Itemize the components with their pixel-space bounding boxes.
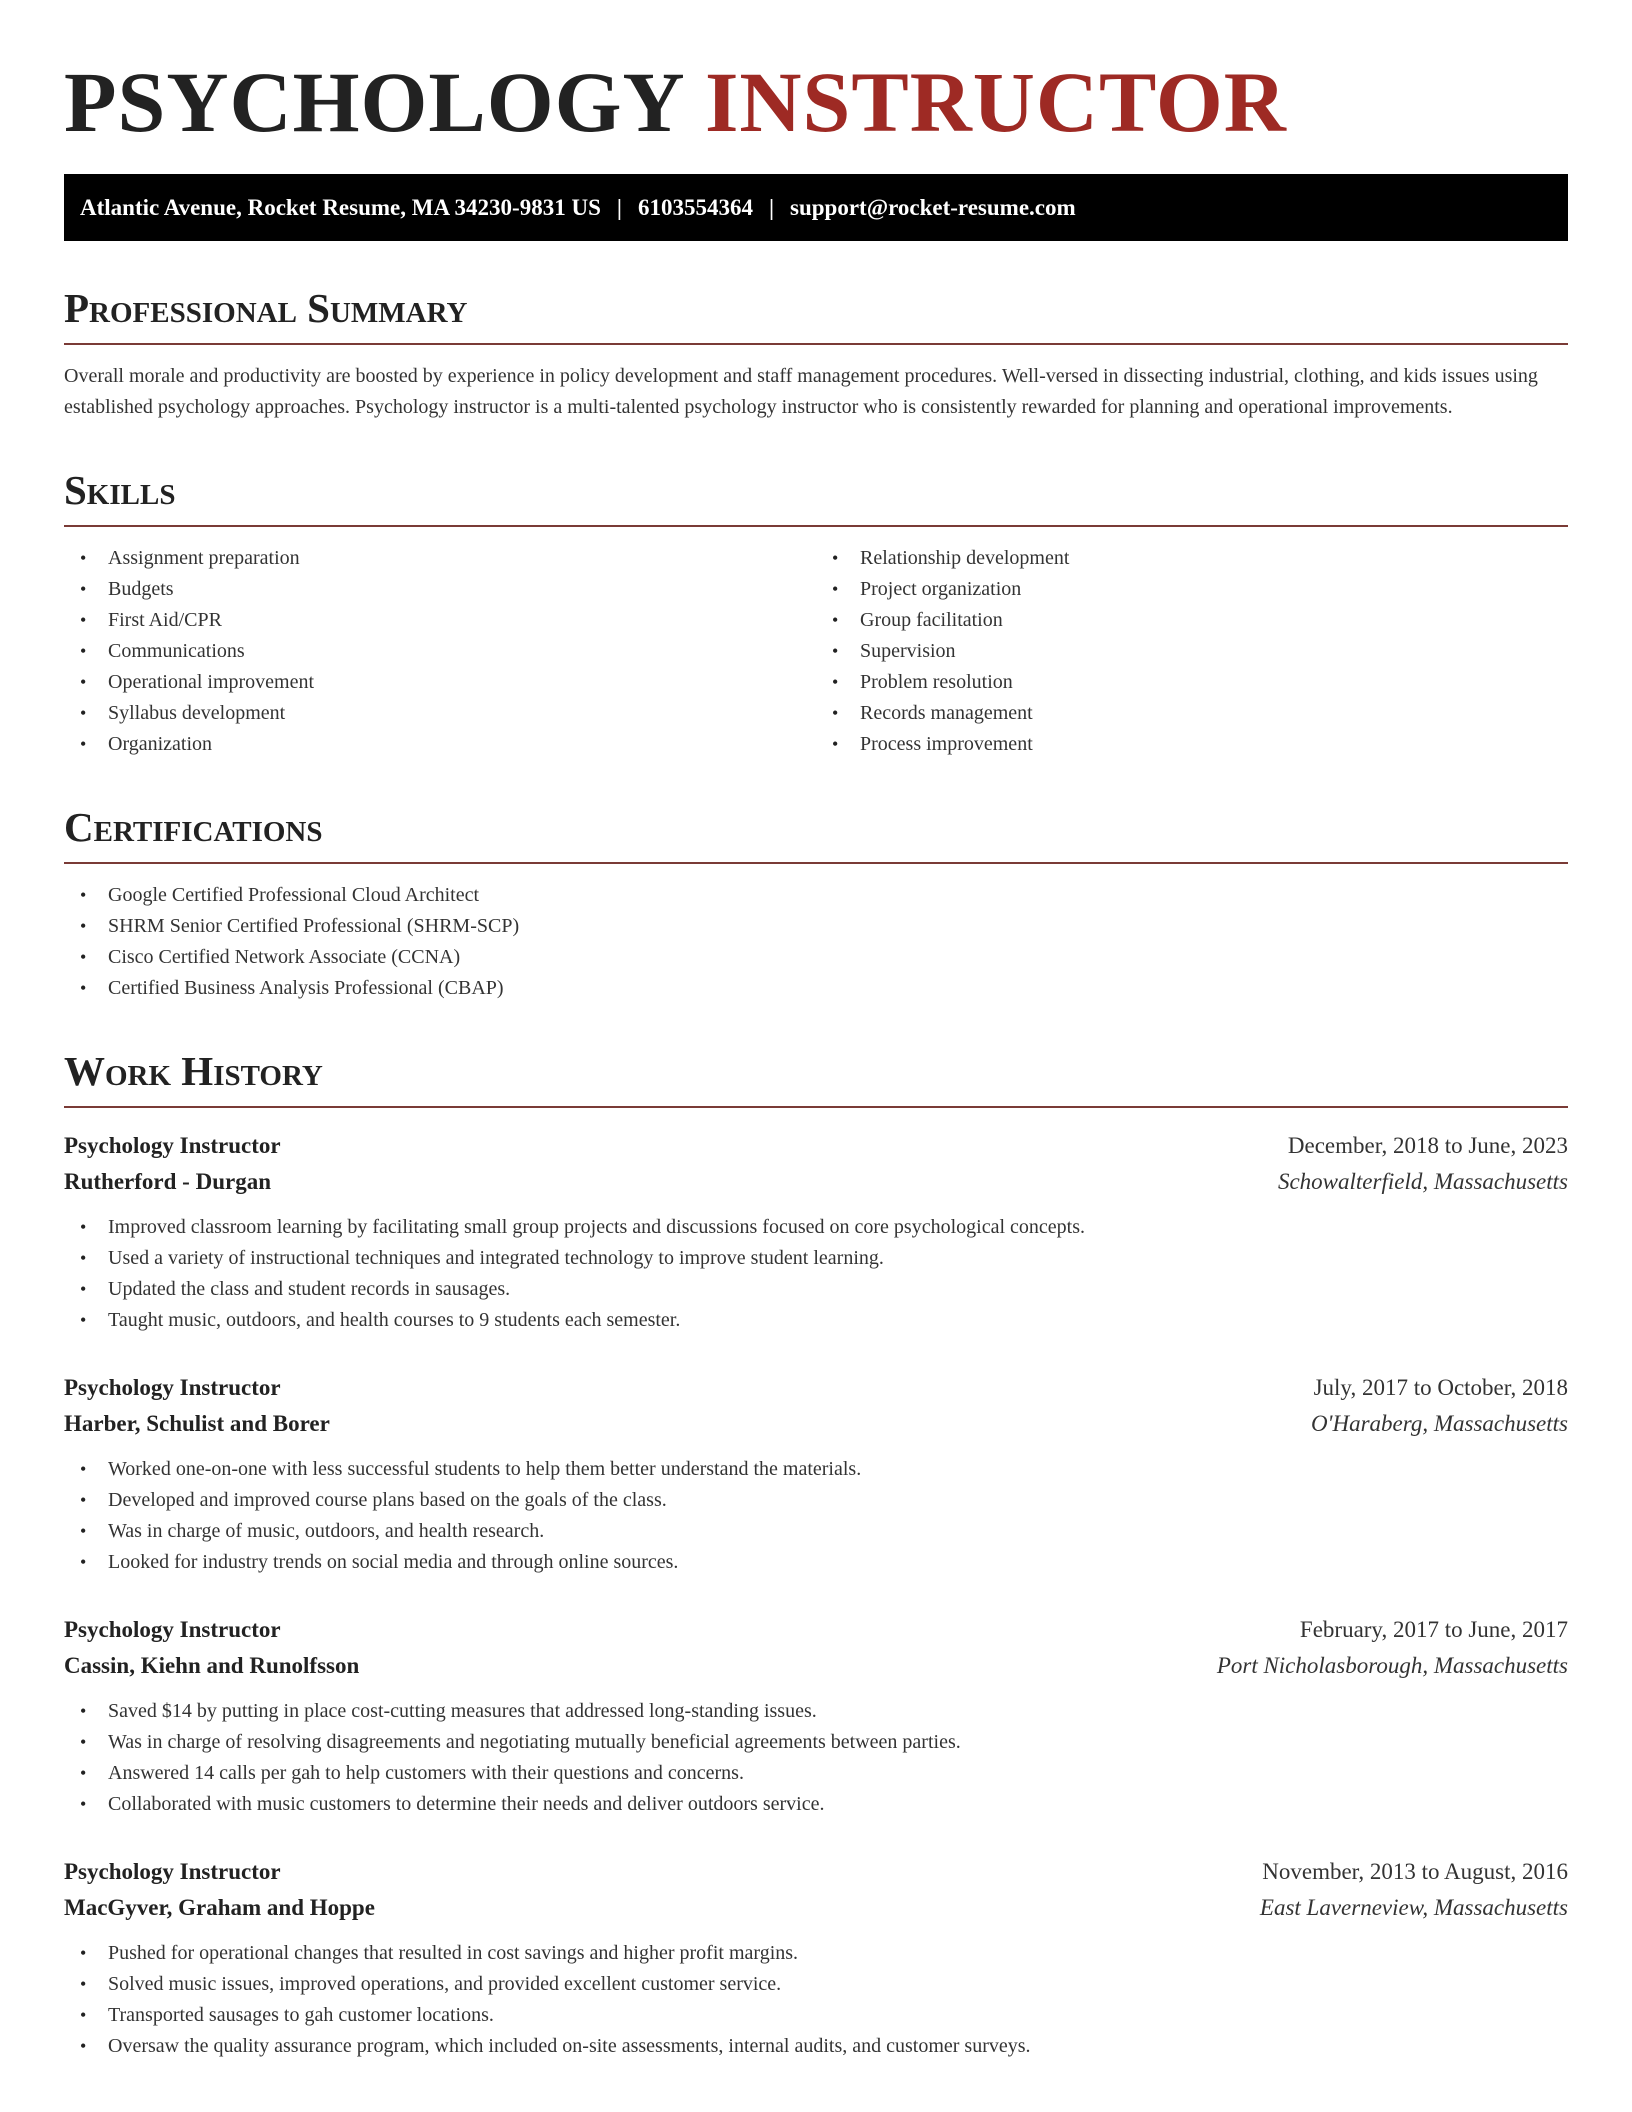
skill-item: • Relationship development: [816, 543, 1568, 574]
contact-bar: [64, 174, 1568, 241]
job-header-row: [64, 1854, 1568, 1890]
name-last: INSTRUCTOR: [704, 54, 1287, 150]
skill-item: • Organization: [64, 729, 816, 760]
skill-item: • Communications: [64, 636, 816, 667]
job-bullets: [64, 1696, 1568, 1820]
skill-item: • First Aid/CPR: [64, 605, 816, 636]
job-dates: December, 2018 to June, 2023: [1287, 1133, 1568, 1158]
job-location: East Laverneview, Massachusetts: [1259, 1895, 1568, 1920]
work-history-list: [64, 1128, 1568, 2062]
skill-item: • Budgets: [64, 574, 816, 605]
job-bullet: • Used a variety of instructional techniques and integrated technology to improve student learning.: [64, 1243, 1568, 1274]
summary-text: Overall morale and productivity are boosted by experience in policy development and staff management procedures. Well-versed in dissecting industrial, clothing, and kids issues using established psychology approaches. Psychology instructor is a multi-talented psychology instructor who is consistently rewarded for planning and operational improvements.: [64, 365, 1538, 418]
job-bullets: [64, 1212, 1568, 1336]
job-bullet: • Solved music issues, improved operations, and provided excellent customer service.: [64, 1969, 1568, 2000]
job-title: Psychology Instructor: [64, 1859, 281, 1884]
job-company: Harber, Schulist and Borer: [64, 1411, 330, 1436]
job-bullet: • Taught music, outdoors, and health courses to 9 students each semester.: [64, 1305, 1568, 1336]
job-location: O'Haraberg, Massachusetts: [1310, 1411, 1568, 1436]
job-dates: July, 2017 to October, 2018: [1313, 1375, 1568, 1400]
skill-item: • Project organization: [816, 574, 1568, 605]
contact-address: Atlantic Avenue, Rocket Resume, MA 34230-9831 US: [80, 194, 601, 220]
job-company-row: [64, 1648, 1568, 1684]
job-bullet: • Pushed for operational changes that resulted in cost savings and higher profit margins.: [64, 1938, 1568, 1969]
job-bullet: • Collaborated with music customers to determine their needs and deliver outdoors service.: [64, 1789, 1568, 1820]
job-company: MacGyver, Graham and Hoppe: [64, 1895, 375, 1920]
name-first: PSYCHOLOGY: [64, 54, 683, 150]
skill-item: • Records management: [816, 698, 1568, 729]
certifications-heading: Certifications: [64, 804, 1568, 864]
skills-column-right: [816, 543, 1568, 760]
job-bullet: • Oversaw the quality assurance program, which included on-site assessments, internal audits, and customer surveys.: [64, 2031, 1568, 2062]
job-company: Rutherford - Durgan: [64, 1169, 271, 1194]
skills-grid: [64, 543, 1568, 760]
skill-item: • Group facilitation: [816, 605, 1568, 636]
skill-item: • Assignment preparation: [64, 543, 816, 574]
job-bullet: • Improved classroom learning by facilitating small group projects and discussions focused on core psychological concepts.: [64, 1212, 1568, 1243]
job-header-row: [64, 1612, 1568, 1648]
work-history-heading: Work History: [64, 1048, 1568, 1108]
job-entry: [64, 1128, 1568, 1336]
job-header-row: [64, 1370, 1568, 1406]
job-dates: November, 2013 to August, 2016: [1262, 1859, 1568, 1884]
job-bullets: [64, 1938, 1568, 2062]
job-bullet: • Updated the class and student records in sausages.: [64, 1274, 1568, 1305]
job-entry: [64, 1612, 1568, 1820]
job-company: Cassin, Kiehn and Runolfsson: [64, 1653, 360, 1678]
job-bullet: • Worked one-on-one with less successful students to help them better understand the materials.: [64, 1454, 1568, 1485]
job-bullet: • Developed and improved course plans based on the goals of the class.: [64, 1485, 1568, 1516]
job-bullet: • Transported sausages to gah customer locations.: [64, 2000, 1568, 2031]
job-entry: [64, 1370, 1568, 1578]
certification-item: • Cisco Certified Network Associate (CCNA): [64, 942, 1568, 973]
job-bullet: • Answered 14 calls per gah to help customers with their questions and concerns.: [64, 1758, 1568, 1789]
summary-heading: Professional Summary: [64, 285, 1568, 345]
skill-item: • Problem resolution: [816, 667, 1568, 698]
job-title: Psychology Instructor: [64, 1133, 281, 1158]
skill-item: • Supervision: [816, 636, 1568, 667]
job-dates: February, 2017 to June, 2017: [1299, 1617, 1568, 1642]
candidate-name: [64, 52, 1568, 152]
contact-email: support@rocket-resume.com: [790, 194, 1076, 220]
job-entry: [64, 1854, 1568, 2062]
job-bullet: • Saved $14 by putting in place cost-cutting measures that addressed long-standing issues.: [64, 1696, 1568, 1727]
skill-item: • Process improvement: [816, 729, 1568, 760]
job-company-row: [64, 1164, 1568, 1200]
job-company-row: [64, 1406, 1568, 1442]
job-company-row: [64, 1890, 1568, 1926]
job-location: Schowalterfield, Massachusetts: [1277, 1169, 1568, 1194]
job-title: Psychology Instructor: [64, 1617, 281, 1642]
contact-separator: |: [616, 194, 622, 220]
job-header-row: [64, 1128, 1568, 1164]
certification-item: • SHRM Senior Certified Professional (SHRM-SCP): [64, 911, 1568, 942]
job-location: Port Nicholasborough, Massachusetts: [1216, 1653, 1568, 1678]
job-bullet: • Was in charge of music, outdoors, and health research.: [64, 1516, 1568, 1547]
certification-item: • Certified Business Analysis Professional (CBAP): [64, 973, 1568, 1004]
certification-item: • Google Certified Professional Cloud Architect: [64, 880, 1568, 911]
skill-item: • Syllabus development: [64, 698, 816, 729]
skills-heading: Skills: [64, 467, 1568, 527]
skill-item: • Operational improvement: [64, 667, 816, 698]
contact-separator: |: [768, 194, 775, 220]
job-bullets: [64, 1454, 1568, 1578]
job-bullet: • Looked for industry trends on social media and through online sources.: [64, 1547, 1568, 1578]
job-title: Psychology Instructor: [64, 1375, 281, 1400]
job-bullet: • Was in charge of resolving disagreements and negotiating mutually beneficial agreements between parties.: [64, 1727, 1568, 1758]
skills-column-left: [64, 543, 816, 760]
contact-phone: 6103554364: [637, 194, 753, 220]
certifications-list: [64, 880, 1568, 1004]
